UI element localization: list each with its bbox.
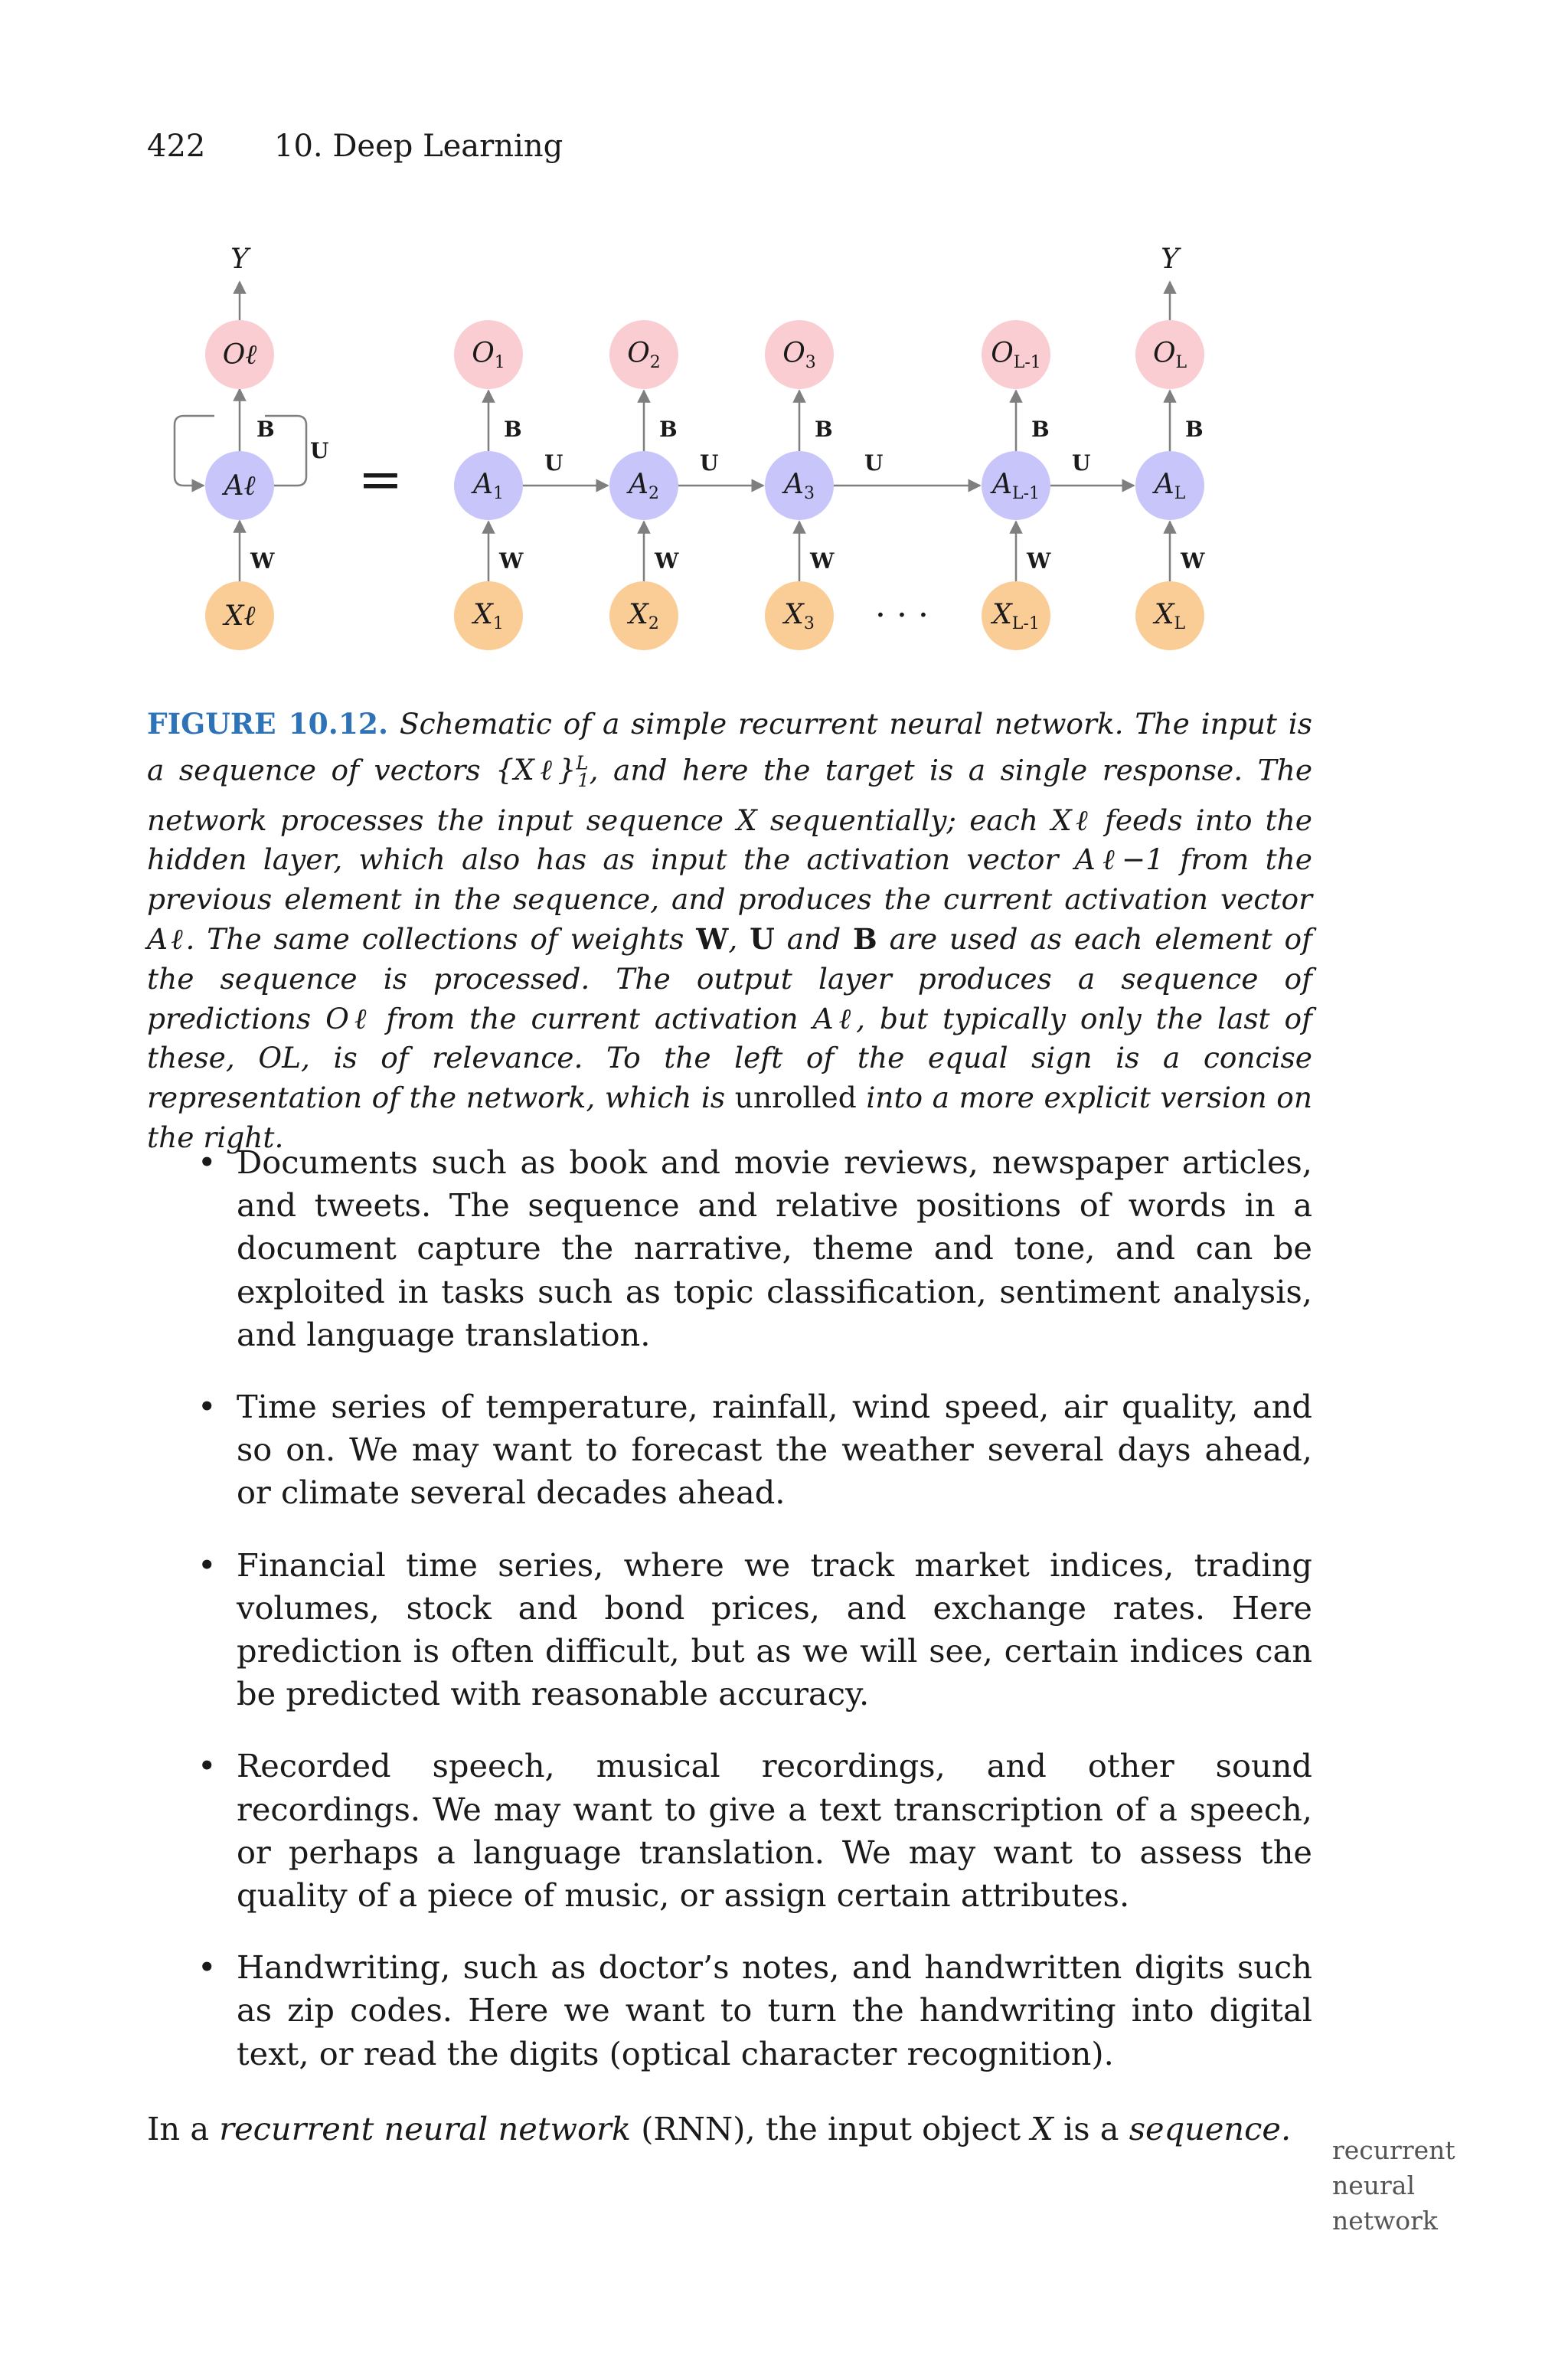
page-number: 422	[147, 129, 206, 164]
list-item: • Documents such as book and movie reviews, newspaper articles, and tweets. The sequence and relative positions of words in a document capture the narrative, theme and tone, and can be exploited in tasks such as topic classification, sentiment analysis, and language translation.	[147, 1141, 1312, 1356]
caption-unrolled-word: unrolled	[734, 1081, 857, 1115]
hidden-node-label: AL	[1154, 469, 1186, 503]
figure-caption	[147, 705, 1312, 1158]
list-item: • Handwriting, such as doctor’s notes, and handwritten digits such as zip codes. Here we want to turn the handwriting into digital text, or read the digits (optical character recognition).	[147, 1946, 1312, 2075]
weight-u: U	[750, 921, 775, 956]
para-term: recurrent neural network	[219, 2110, 631, 2147]
compact-rnn	[175, 244, 328, 650]
w-weight-label: W	[499, 548, 524, 574]
sequence-examples-list	[147, 1141, 1312, 2105]
hidden-node-label: AL-1	[991, 469, 1040, 503]
recurrent-u-label: U	[700, 450, 719, 476]
para-text-1: In a	[147, 2110, 210, 2147]
compact-b-label: B	[256, 417, 275, 442]
w-weight-label: W	[655, 548, 679, 574]
compact-input-label: Xℓ	[224, 600, 256, 632]
output-node-label: OL-1	[991, 338, 1041, 372]
w-weight-label: W	[1181, 548, 1205, 574]
output-node-label: O1	[472, 338, 505, 372]
list-item: • Time series of temperature, rainfall, wind speed, air quality, and so on. We may want to forecast the weather several days ahead, or climate several decades ahead.	[147, 1385, 1312, 1515]
recurrent-u-label: U	[864, 450, 884, 476]
figure-label: FIGURE 10.12.	[147, 707, 389, 741]
caption-sentence-2: , and here the target is a single response. The network processes the input sequence X sequentially; each Xℓ feeds into the hidden layer, which also has as input the activation vector Aℓ−1 from the previous element in the sequence, and produces the current activation vector Aℓ. The same collections of weights	[147, 753, 1313, 956]
weight-w: W	[696, 921, 729, 956]
rnn-intro-paragraph	[147, 2108, 1312, 2151]
output-node-label: O2	[627, 338, 661, 372]
compact-output-label: Oℓ	[222, 339, 257, 371]
output-node-label: OL	[1152, 338, 1187, 372]
compact-u-label: U	[310, 438, 329, 463]
b-weight-label: B	[815, 417, 833, 442]
list-item: • Recorded speech, musical recordings, and other sound recordings. We may want to give a text transcription of a speech, or perhaps a language translation. We may want to assess the quality of a piece of music, or assign certain attributes.	[147, 1745, 1312, 1917]
unrolled-rnn	[454, 244, 1205, 650]
b-weight-label: B	[504, 417, 522, 442]
para-variable: X	[1031, 2110, 1054, 2147]
compact-hidden-label: Aℓ	[224, 470, 256, 502]
margin-note: recurrent neural network	[1332, 2135, 1455, 2236]
list-item: • Financial time series, where we track market indices, trading volumes, stock and bond prices, and exchange rates. Here prediction is often difficult, but as we will see, certain indices can be predicted with reasonable accuracy.	[147, 1544, 1312, 1716]
caption-sentence-1: Schematic of a simple recurrent neural network. The input is a sequence of vectors	[147, 707, 1312, 787]
ellipsis: · · ·	[875, 596, 929, 635]
b-weight-label: B	[659, 417, 678, 442]
hidden-node-label: A1	[473, 469, 504, 503]
caption-sentence-4: into a more explicit version on the right.	[147, 1081, 1313, 1154]
w-weight-label: W	[1027, 548, 1051, 574]
caption-sentence-3: are used as each element of the sequence is processed. The output layer produces a sequence of predictions Oℓ from the current activation Aℓ, but typically only the last of these, OL, is of relevance. To the left of the equal sign is a concise representation of the network, which is	[147, 921, 1312, 1115]
caption-sequence-notation	[495, 752, 590, 791]
hidden-node-label: A3	[784, 469, 815, 503]
compact-y-label: Y	[230, 244, 249, 275]
input-node-label: X2	[629, 599, 659, 633]
equals-sign: =	[358, 448, 403, 511]
input-node-label: X3	[784, 599, 815, 633]
input-node-label: XL	[1154, 599, 1186, 633]
w-weight-label: W	[810, 548, 835, 574]
weight-b: B	[853, 921, 877, 956]
seq-sub: 1	[577, 769, 590, 791]
input-node-label: X1	[473, 599, 504, 633]
para-text-3: is a	[1063, 2110, 1119, 2147]
input-node-label: XL-1	[992, 599, 1040, 633]
chapter-title: 10. Deep Learning	[274, 129, 564, 164]
hidden-node-label: A2	[629, 469, 659, 503]
b-weight-label: B	[1185, 417, 1204, 442]
seq-sup: L	[576, 752, 589, 774]
para-text-2: (RNN), the input object	[641, 2110, 1021, 2147]
para-sequence-word: sequence.	[1129, 2110, 1292, 2147]
rnn-schematic-figure	[0, 0, 1568, 674]
caption-comma: ,	[728, 921, 738, 956]
caption-and: and	[786, 921, 841, 956]
seq-set: {Xℓ}	[495, 753, 577, 787]
y-label: Y	[1161, 244, 1179, 275]
compact-w-label: W	[250, 548, 275, 574]
b-weight-label: B	[1031, 417, 1050, 442]
output-node-label: O3	[782, 338, 816, 372]
recurrent-u-label: U	[1072, 450, 1091, 476]
recurrent-u-label: U	[544, 450, 564, 476]
